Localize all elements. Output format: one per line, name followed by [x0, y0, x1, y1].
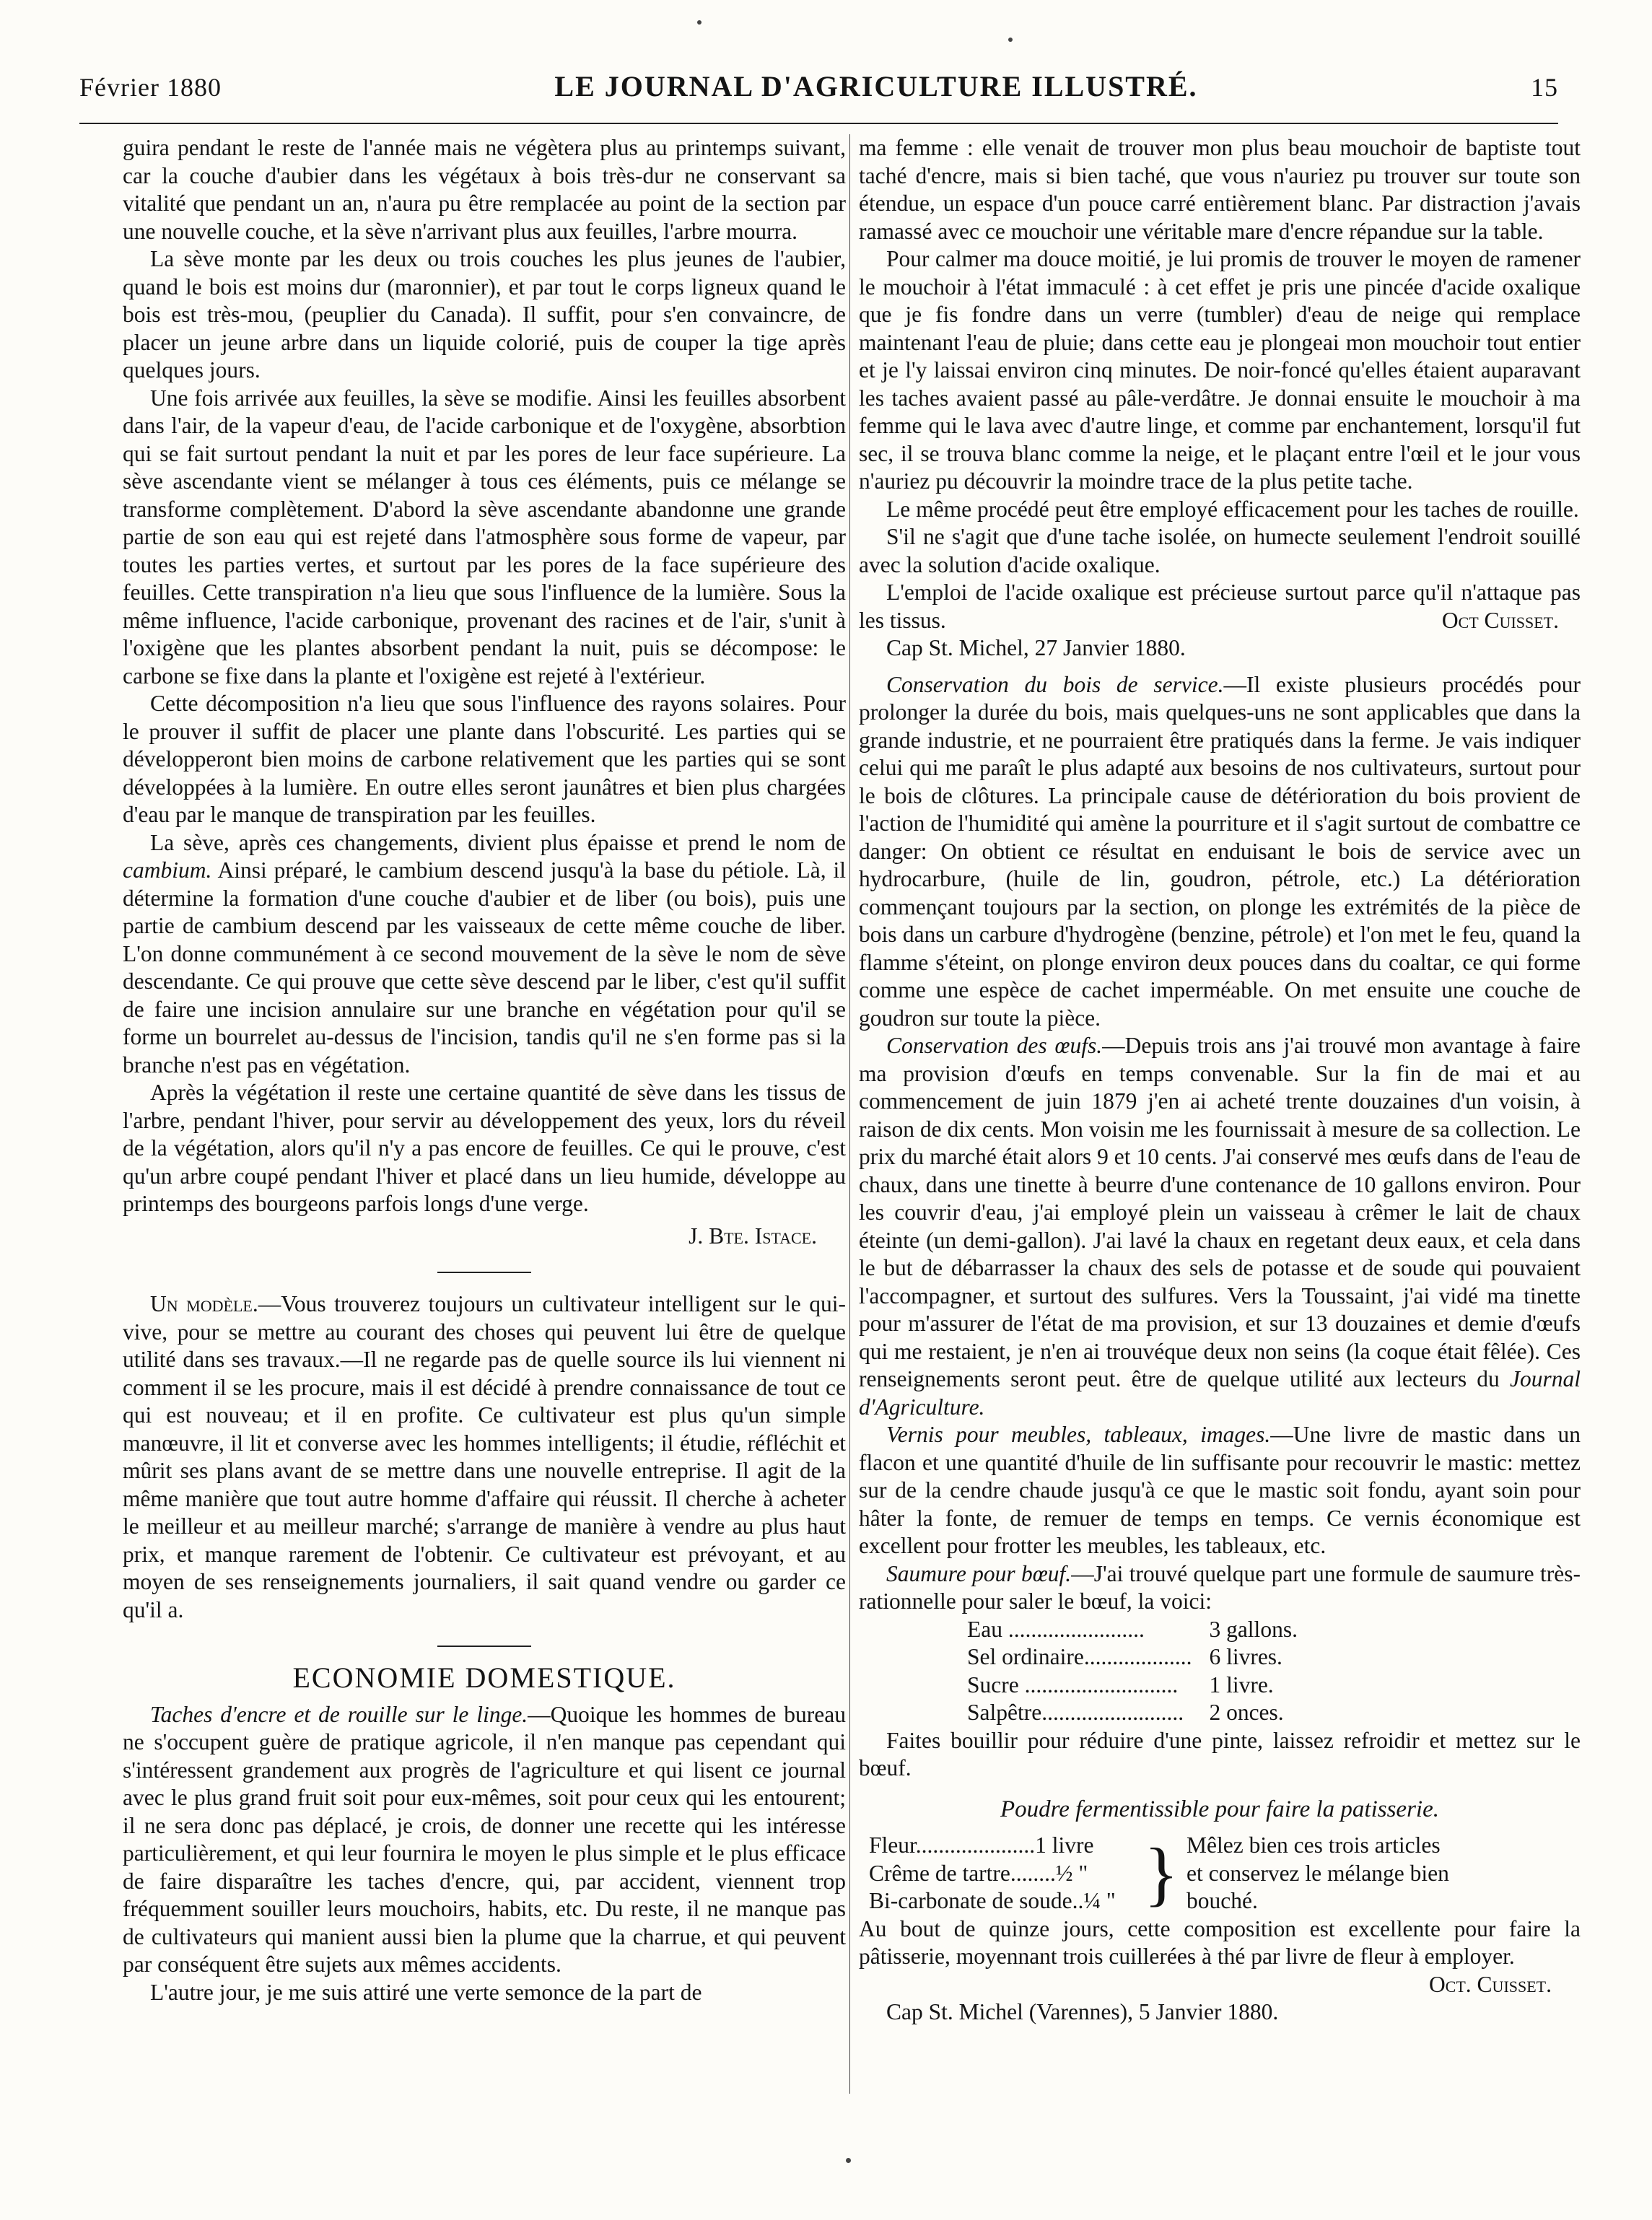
- article-lead: Un modèle.: [150, 1291, 258, 1316]
- quantity: 1 livre.: [1209, 1671, 1274, 1697]
- print-speck: [697, 20, 702, 25]
- paragraph: L'autre jour, je me suis attiré une verte semonce de la part de: [150, 1979, 702, 2005]
- section-divider: [437, 1646, 531, 1647]
- header-date: Février 1880: [79, 73, 222, 102]
- italic-term: cambium.: [123, 857, 212, 883]
- text-run: —Une livre de mastic dans un flacon et une quantité d'huile de lin suffisante pour recouvrir le mastic: mettez sur de la cendre chaude jusqu'à ce que le mastic soit fondu, ayant soin pour hâter la fonte, de remuer de temps en temps. Ce vernis économique est excellent pour frotter les meubles, les tableaux, etc.: [859, 1422, 1581, 1558]
- saumure-recipe-table: [967, 1616, 1308, 1727]
- paragraph: Pour calmer ma douce moitié, je lui promis de trouver le moyen de ramener le mouchoir à l'état immaculé : à cet effet je pris une pincée d'acide oxalique que je fis fondre dans un verre (tumbler) d'eau de neige qui remplace maintenant l'eau de pluie; dans cette eau je plongeai mon mouchoir tout entier et je l'y laissai environ cinq minutes. De noir-foncé qu'elles étaient auparavant les taches avaient passé au pâle-verdâtre. Je donnai ensuite le mouchoir à ma femme qui le lava avec d'autre linge, et comme par enchantement, lorsqu'il fut sec, il se trouva blanc comme la neige, et le plaçant entre l'œil et le jour vous n'auriez pu découvrir la moindre trace de la plus petite tache.: [859, 246, 1581, 494]
- paragraph: Au bout de quinze jours, cette composition est excellente pour faire la pâtisserie, moyennant trois cuillerées à thé par livre de fleur à employer.: [859, 1915, 1581, 1969]
- paragraph: [859, 1421, 1581, 1560]
- text-run: —J'ai trouvé quelque part une formule de saumure très-rationnelle pour saler le bœuf, la voici:: [859, 1560, 1581, 1614]
- text-run: La sève, après ces changements, divient plus épaisse et prend le nom de: [150, 829, 846, 855]
- column-separator: [849, 134, 850, 2094]
- ingredient: Sel ordinaire...................: [967, 1644, 1192, 1669]
- author-signature: J. Bte. Istace.: [689, 1223, 817, 1249]
- paragraph: [123, 1290, 846, 1624]
- poudre-instructions: [1186, 1832, 1490, 1915]
- dateline: Cap St. Michel (Varennes), 5 Janvier 1880.: [886, 1999, 1279, 2024]
- section-divider: [437, 1272, 531, 1273]
- ingredient-line: Bi-carbonate de soude..¼ ": [869, 1888, 1116, 1913]
- paragraph: Faites bouillir pour réduire d'une pinte, laissez refroidir et mettez sur le bœuf.: [859, 1727, 1581, 1780]
- paragraph: [123, 1701, 846, 1979]
- text-run: —Vous trouverez toujours un cultivateur intelligent sur le qui-vive, pour se mettre au courant des choses qui peuvent lui être de quelque utilité dans ses travaux.—Il ne regarde pas de quelle source ils lui viennent ni comment il se les procure, mais il est décidé à prendre connaissance de tout ce qui est nouveau; et il en profite. Ce cultivateur est plus qu'un simple manœuvre, il lit et converse avec les hommes intelligents; il étudie, réfléchit et mûrit ses plans avant de se mettre dans une nouvelle entreprise. Il agit de la même manière que tout autre homme d'affaire qui réussit. Il cherche à acheter le meilleur et au meilleur marché; s'arrange de manière à vendre au plus haut prix, et manque rarement de l'obtenir. Ce cultivateur est prévoyant, et au moyen de ses renseignements journaliers, il sait quand vendre ou garder ce qu'il a.: [123, 1291, 846, 1622]
- paragraph: S'il ne s'agit que d'une tache isolée, on humecte seulement l'endroit souillé avec la solution d'acide oxalique.: [859, 524, 1581, 577]
- paragraph: [859, 671, 1581, 1033]
- recipe-row: [967, 1643, 1308, 1671]
- paragraph: Le même procédé peut être employé efficacement pour les taches de rouille.: [886, 496, 1579, 522]
- paragraph: guira pendant le reste de l'année mais ne végètera plus au printemps suivant, car la couche d'aubier dans les végétaux à bois très-dur ne conservant sa vitalité que pendant un an, n'aura pu être remplacée au point de la section par une nouvelle couche, et la sève n'arrivant plus aux feuilles, l'arbre mourra.: [123, 135, 846, 244]
- author-signature: Oct. Cuisset.: [1428, 1971, 1552, 1997]
- ingredient: Salpêtre.........................: [967, 1700, 1184, 1725]
- page-header: [79, 69, 1558, 115]
- quantity: 3 gallons.: [1209, 1616, 1298, 1642]
- brace-glyph: }: [1144, 1833, 1179, 1913]
- instruction-line: et conservez le mélange bien: [1186, 1860, 1449, 1886]
- recipe-row: [967, 1616, 1308, 1644]
- recipe-row: [967, 1699, 1308, 1727]
- instruction-line: Mêlez bien ces trois articles: [1186, 1832, 1441, 1858]
- paragraph: [859, 579, 1581, 634]
- left-column: [123, 134, 846, 2006]
- section-heading: ECONOMIE DOMESTIQUE.: [292, 1661, 676, 1694]
- dateline: Cap St. Michel, 27 Janvier 1880.: [886, 635, 1186, 660]
- paragraph: La sève monte par les deux ou trois couches les plus jeunes de l'aubier, quand le bois est moins dur (maronnier), et par tout le corps ligneux quand le bois est très-mou, (peuplier du Canada). Il suffit, pour s'en convaincre, de placer un jeune arbre dans un liquide colorié, puis de couper la tige après quelques jours.: [123, 246, 846, 383]
- instruction-line: bouché.: [1186, 1888, 1258, 1913]
- ingredient: Sucre ...........................: [967, 1671, 1179, 1697]
- ingredient: Eau ........................: [967, 1616, 1145, 1642]
- header-rule: [79, 123, 1558, 124]
- print-speck: [1008, 38, 1013, 42]
- text-run: —Il existe plusieurs procédés pour prolonger la durée du bois, mais quelques-uns ne sont applicables que dans la grande industrie, et ne pourraient être pratiqués dans la ferme. Je vais indiquer celui qui me paraît le plus adapté aux besoins de nos cultivateurs, surtout pour le bois de clôtures. La principale cause de détérioration du bois provient de l'action de l'humidité qui amène la pourriture et il s'agit surtout de combattre ce danger: On obtient ce résultat en enduisant le bois de service avec un hydrocarbure, (huile de lin, goudron, pétrole, etc.) La détérioration commençant toujours par la section, on plonge les extrémités de la pièce de bois dans un carbure d'hydrogène (benzine, pétrole) et l'on met le feu, quand la flamme s'éteint, on plonge environ deux pouces dans du coaltar, ce qui forme comme une espèce de cachet imperméable. On met ensuite une couche de goudron sur toute la pièce.: [859, 671, 1581, 1031]
- recipe-row: [967, 1671, 1308, 1700]
- author-signature: Oct Cuisset.: [1441, 607, 1559, 633]
- text-run: Ainsi préparé, le cambium descend jusqu'à la base du pétiole. Là, il détermine la formation d'une couche d'aubier et de liber (ou bois), puis une partie de cambium descend par les vaisseaux de cette même couche de liber. L'on donne communément à ce second mouvement de la sève le nom de sève descendante. Ce qui prouve que cette sève descend par le liber, c'est qu'il suffit de faire une incision annulaire sur une branche en végétation pour qu'il se forme un bourrelet au-dessus de l'incision, tandis qu'il ne s'en forme pas si la branche n'est pas en végétation.: [123, 857, 846, 1078]
- article-lead: Taches d'encre et de rouille sur le linge.: [150, 1701, 528, 1727]
- recipe-title: Poudre fermentissible pour faire la patisserie.: [1000, 1796, 1439, 1822]
- paragraph: Une fois arrivée aux feuilles, la sève se modifie. Ainsi les feuilles absorbent dans l'air, de la vapeur d'eau, de l'acide carbonique et de l'oxygène, absorbtion qui se fait surtout pendant la nuit et par les pores de leur face supérieure. La sève ascendante vient se mélanger à tous ces éléments, puis ce mélange se transforme complètement. D'abord la sève ascendante abandonne une grande partie de son eau qui est rejeté dans l'atmosphère sous forme de vapeur, par toutes les parties vertes, et surtout par les pores de la face supérieure des feuilles. Cette transpiration n'a lieu que sous l'influence de la lumière. Sous la même influence, l'acide carbonique, provenant des racines et de l'air, s'unit à l'oxigène que les plantes absorbent pendant la nuit, puis se décompose: le carbone se fixe dans la plante et l'oxigène est rejeté à l'extérieur.: [123, 385, 846, 689]
- quantity: 2 onces.: [1209, 1700, 1284, 1725]
- article-lead: Vernis pour meubles, tableaux, images.: [886, 1422, 1271, 1447]
- ingredient-line: Crême de tartre........½ ": [869, 1860, 1088, 1886]
- poudre-ingredients: [869, 1832, 1136, 1915]
- paragraph: Cette décomposition n'a lieu que sous l'influence des rayons solaires. Pour le prouver il suffit de placer une plante dans l'obscurité. Les parties qui se développeront bien moins de carbone relativement que les parties qui se sont développées à la lumière. En outre elles seront jaunâtres et bien plus chargées d'eau par le manque de transpiration par les feuilles.: [123, 691, 846, 827]
- text-run: —Depuis trois ans j'ai trouvé mon avantage à faire ma provision d'œufs en temps convenable. Sur la fin de mai et au commencement de juin 1879 j'en ai acheté trente douzaines d'un voisin, à raison de dix cents. Mon voisin me les fournissait à mesure de sa collection. Le prix du marché était alors 9 et 10 cents. J'ai conservé mes œufs dans de l'eau de chaux, dans une tinette à beurre d'une contenance de 10 gallons environ. Pour les couvrir d'eau, j'ai employé plein un vaisseau à crêmer le lait de chaux éteinte (un demi-gallon). J'ai lavé la chaux en regetant deux eaux, et cela dans le but de débarrasser la chaux des sels de potasse et de soude qui pouvaient l'accompagner, et surtout des sulfures. Vers la Toussaint, j'ai vidé ma tinette pour m'assurer de l'état de ma provision, et sur 13 douzaines et demie d'œufs qui me restaient, je n'en ai trouvéque deux non seins (la coque était fêlée). Ces renseignements seront peut. être de quelque utilité aux lecteurs du: [859, 1033, 1581, 1391]
- right-column: [859, 134, 1581, 2027]
- ingredient-line: Fleur.....................1 livre: [869, 1832, 1094, 1858]
- paragraph: Après la végétation il reste une certaine quantité de sève dans les tissus de l'arbre, pendant l'hiver, pour servir au développement des yeux, lors du réveil de la végétation, alors qu'il n'y a pas encore de feuilles. Ce qui le prouve, c'est qu'un arbre coupé pendant l'hiver et placé dans un lieu humide, développe au printemps des bourgeons parfois longs d'une verge.: [123, 1080, 846, 1216]
- article-lead: Conservation du bois de service.: [886, 671, 1224, 697]
- quantity: 6 livres.: [1209, 1644, 1282, 1669]
- text-run: —Quoique les hommes de bureau ne s'occupent guère de pratique agricole, il n'en manque pas cependant qui s'intéressent grandement aux progrès de l'agriculture et qui lisent ce journal avec le plus grand fruit soit pour eux-mêmes, soit pour ceux qui les entourent; il ne sera donc pas déplacé, je crois, de donner une recette qui les intéresse particulièrement, et qui leur fournira le moyen le plus simple et le plus efficace de faire disparaître les taches d'encre, qui, par accident, viennent trop fréquemment souiller leurs mouchoirs, habits, etc. Du reste, il ne manque pas de cultivateurs qui manient aussi bien la plume que la charrue, et qui peuvent par conséquent être sujets aux mêmes accidents.: [123, 1701, 846, 1977]
- text-run: L'emploi de l'acide oxalique est précieuse surtout parce qu'il n'attaque pas les tissus.: [859, 580, 1581, 633]
- page-number: 15: [1530, 73, 1558, 102]
- article-lead: Saumure pour bœuf.: [886, 1560, 1072, 1586]
- print-speck: [846, 2158, 851, 2163]
- journal-title: LE JOURNAL D'AGRICULTURE ILLUSTRÉ.: [554, 70, 1198, 102]
- poudre-recipe: [869, 1832, 1581, 1915]
- paragraph: [859, 1560, 1581, 1616]
- paragraph: [859, 1032, 1581, 1421]
- journal-reference: Journal d'Agriculture.: [859, 1366, 1581, 1420]
- article-lead: Conservation des œufs.: [886, 1033, 1103, 1058]
- paragraph: [123, 829, 846, 1080]
- paragraph: ma femme : elle venait de trouver mon plus beau mouchoir de baptiste tout taché d'encre, mais si bien taché, que vous n'auriez pu trouver sur toute son étendue, un espace d'un pouce carré entièrement blanc. Par distraction j'avais ramassé avec ce mouchoir une véritable mare d'encre répandue sur la table.: [859, 135, 1581, 244]
